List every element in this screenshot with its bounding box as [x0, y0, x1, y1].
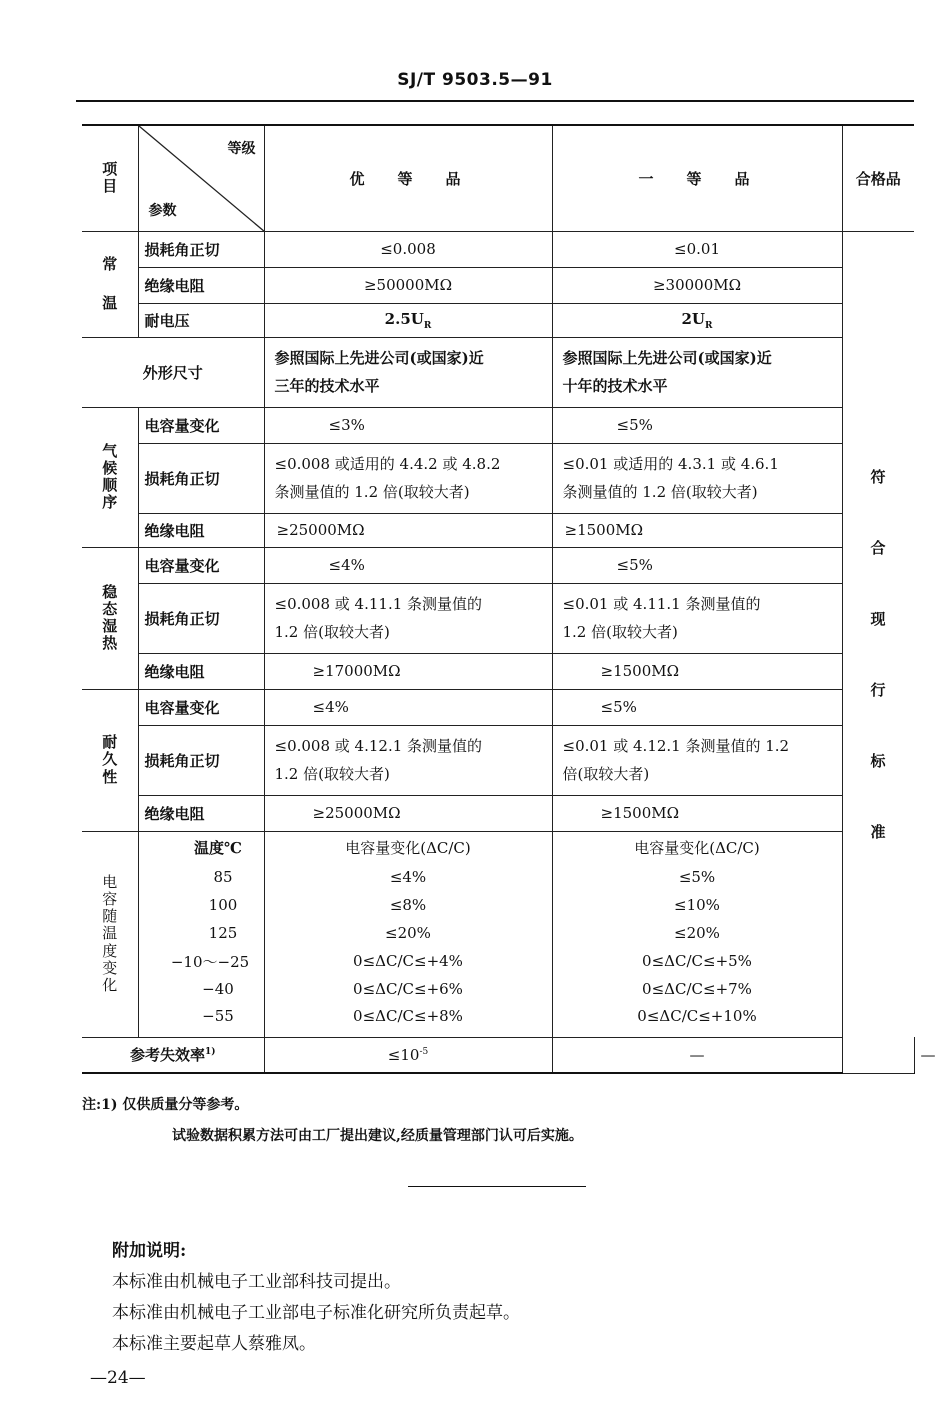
header-item: 项目	[82, 125, 138, 231]
header-rule	[76, 100, 914, 102]
climate-g2-cap: ≤5%	[552, 407, 842, 443]
note-1: 注:1) 仅供质量分等参考。	[82, 1097, 249, 1113]
temp-value: 100	[138, 891, 264, 919]
group-endurance: 耐久性	[82, 689, 138, 831]
temp-value: 85	[138, 863, 264, 891]
additional-line: 本标准由机械电子工业部电子标准化研究所负责起草。	[112, 1303, 520, 1323]
temp-value: −40	[138, 975, 264, 1003]
additional-title: 附加说明:	[112, 1241, 187, 1261]
damp-g2-cap: ≤5%	[552, 547, 842, 583]
endurance-g2-cap: ≤5%	[552, 689, 842, 725]
endurance-param-tan: 损耗角正切	[138, 725, 264, 795]
temp-value: −55	[138, 1003, 264, 1037]
endurance-g2-tan: ≤0.01 或 4.12.1 条测量值的 1.2 倍(取较大者)	[552, 725, 842, 795]
temp-g1-value: ≤8%	[264, 891, 552, 919]
temp-value: 125	[138, 919, 264, 947]
temp-g1-value: ≤20%	[264, 919, 552, 947]
temp-g2-value: 0≤ΔC/C≤+5%	[552, 947, 842, 975]
document-code: SJ/T 9503.5—91	[397, 70, 553, 90]
climate-g1-ir: ≥25000MΩ	[264, 513, 552, 547]
temp-g1-header: 电容量变化(ΔC/C)	[264, 831, 552, 863]
header-grade1: 优等品	[264, 125, 552, 231]
damp-g2-tan: ≤0.01 或 4.11.1 条测量值的 1.2 倍(取较大者)	[552, 583, 842, 653]
temp-g2-value: ≤10%	[552, 891, 842, 919]
normal-g1-ir: ≥50000MΩ	[264, 267, 552, 303]
temp-g1-value: 0≤ΔC/C≤+6%	[264, 975, 552, 1003]
temp-g2-header: 电容量变化(ΔC/C)	[552, 831, 842, 863]
failure-g1: $\le 10^{-5}$	[264, 1037, 552, 1073]
temp-g2-value: ≤20%	[552, 919, 842, 947]
climate-param-cap: 电容量变化	[138, 407, 264, 443]
normal-g2-voltage: $2U_R$	[552, 303, 842, 337]
spec-table: 项目 等级 参数 优等品 一等品 合格品 常温 损耗角正切 ≤0.008 ≤0.01 符合现行标准 绝缘电阻 ≥50000MΩ ≥30000MΩ 耐电压 $2.5U_R$ $2U_R$ 外形尺寸 参照国际上先进公司(或国家)近 三年的技术水平 参照国际上先进公司(或国家)近 十年的技术水平 气候顺序 电容量变化 ≤3% ≤5% 损耗角正切 ≤0.008 或适用的 4.4.2 或 4.8.2 条测量值的 1.2 倍(取较大者) ≤0.01 或适用的 4.3.1 或 4.6.1 条测量值的 1.2 倍(取较大者) 绝缘电阻 ≥25000MΩ ≥1500MΩ 稳态湿热 电容量变化 ≤4% ≤5% 损耗角正切 ≤0.008 或 4.11.1 条测量值的 1.2 倍(取较大者) ≤0.01 或 4.11.1 条测量值的 1.2 倍(取较大者) 绝缘电阻 ≥17000MΩ ≥1500MΩ 耐久性 电容量变化 ≤4% ≤5% 损耗角正切 ≤0.008 或 4.12.1 条测量值的 1.2 倍(取较大者) ≤0.01 或 4.12.1 条测量值的 1.2 倍(取较大者) 绝缘电阻 ≥25000MΩ ≥1500MΩ 电容随温度变化 温度℃ 电容量变化(ΔC/C) 电容量变化(ΔC/C) 85 ≤4% ≤5% 100 ≤8% ≤10% 125 ≤20% ≤20% −10～−25 0≤ΔC/C≤+4% 0≤ΔC/C≤+5% −40 0≤ΔC/C≤+6% 0≤ΔC/C≤+7% −55 0≤ΔC/C≤+8% 0≤ΔC/C≤+10% 参考失效率$^{1)}$ $\le 10^{-5}$ — —	[82, 124, 914, 1074]
temp-g1-value: 0≤ΔC/C≤+8%	[264, 1003, 552, 1037]
climate-g1-cap: ≤3%	[264, 407, 552, 443]
group-temp: 电容随温度变化	[82, 831, 138, 1037]
temp-g1-value: ≤4%	[264, 863, 552, 891]
endurance-param-cap: 电容量变化	[138, 689, 264, 725]
failure-g2: —	[552, 1037, 842, 1073]
normal-g2-ir: ≥30000MΩ	[552, 267, 842, 303]
group-damp: 稳态湿热	[82, 547, 138, 689]
damp-g2-ir: ≥1500MΩ	[552, 653, 842, 689]
damp-param-tan: 损耗角正切	[138, 583, 264, 653]
endurance-param-ir: 绝缘电阻	[138, 795, 264, 831]
normal-g1-tan: ≤0.008	[264, 231, 552, 267]
endurance-g1-tan: ≤0.008 或 4.12.1 条测量值的 1.2 倍(取较大者)	[264, 725, 552, 795]
end-rule	[408, 1186, 586, 1187]
temp-header: 温度℃	[138, 831, 264, 863]
damp-g1-tan: ≤0.008 或 4.11.1 条测量值的 1.2 倍(取较大者)	[264, 583, 552, 653]
header-grade3: 合格品	[842, 125, 914, 231]
damp-g1-ir: ≥17000MΩ	[264, 653, 552, 689]
climate-param-ir: 绝缘电阻	[138, 513, 264, 547]
endurance-g2-ir: ≥1500MΩ	[552, 795, 842, 831]
header-diag-grade: 等级	[227, 141, 256, 157]
header-diag-param: 参数	[148, 202, 177, 219]
note-2: 试验数据积累方法可由工厂提出建议,经质量管理部门认可后实施。	[172, 1128, 583, 1144]
normal-g1-voltage: $2.5U_R$	[264, 303, 552, 337]
climate-g2-ir: ≥1500MΩ	[552, 513, 842, 547]
endurance-g1-cap: ≤4%	[264, 689, 552, 725]
damp-param-ir: 绝缘电阻	[138, 653, 264, 689]
shape-param: 外形尺寸	[82, 337, 264, 407]
climate-param-tan: 损耗角正切	[138, 443, 264, 513]
normal-param-ir: 绝缘电阻	[138, 267, 264, 303]
temp-g1-value: 0≤ΔC/C≤+4%	[264, 947, 552, 975]
grade3-vertical-text: 符合现行标准	[870, 467, 886, 841]
climate-g2-tan: ≤0.01 或适用的 4.3.1 或 4.6.1 条测量值的 1.2 倍(取较大者)	[552, 443, 842, 513]
normal-param-voltage: 耐电压	[138, 303, 264, 337]
normal-g2-tan: ≤0.01	[552, 231, 842, 267]
normal-param-tan: 损耗角正切	[138, 231, 264, 267]
damp-g1-cap: ≤4%	[264, 547, 552, 583]
group-climate: 气候顺序	[82, 407, 138, 547]
group-normal: 常温	[82, 231, 138, 337]
temp-g2-value: ≤5%	[552, 863, 842, 891]
grade3-merged-cell	[842, 231, 914, 1073]
temp-value: −10～−25	[138, 947, 264, 975]
shape-g1: 参照国际上先进公司(或国家)近 三年的技术水平	[264, 337, 552, 407]
additional-line: 本标准主要起草人蔡雅凤。	[112, 1334, 316, 1354]
header-grade2: 一等品	[552, 125, 842, 231]
additional-line: 本标准由机械电子工业部科技司提出。	[112, 1272, 401, 1292]
temp-g2-value: 0≤ΔC/C≤+10%	[552, 1003, 842, 1037]
temp-g2-value: 0≤ΔC/C≤+7%	[552, 975, 842, 1003]
header-diagonal-cell	[138, 125, 264, 231]
failure-param: 参考失效率$^{1)}$	[82, 1037, 264, 1073]
endurance-g1-ir: ≥25000MΩ	[264, 795, 552, 831]
climate-g1-tan: ≤0.008 或适用的 4.4.2 或 4.8.2 条测量值的 1.2 倍(取较大者)	[264, 443, 552, 513]
shape-g2: 参照国际上先进公司(或国家)近 十年的技术水平	[552, 337, 842, 407]
page-number: —24—	[90, 1368, 146, 1388]
damp-param-cap: 电容量变化	[138, 547, 264, 583]
